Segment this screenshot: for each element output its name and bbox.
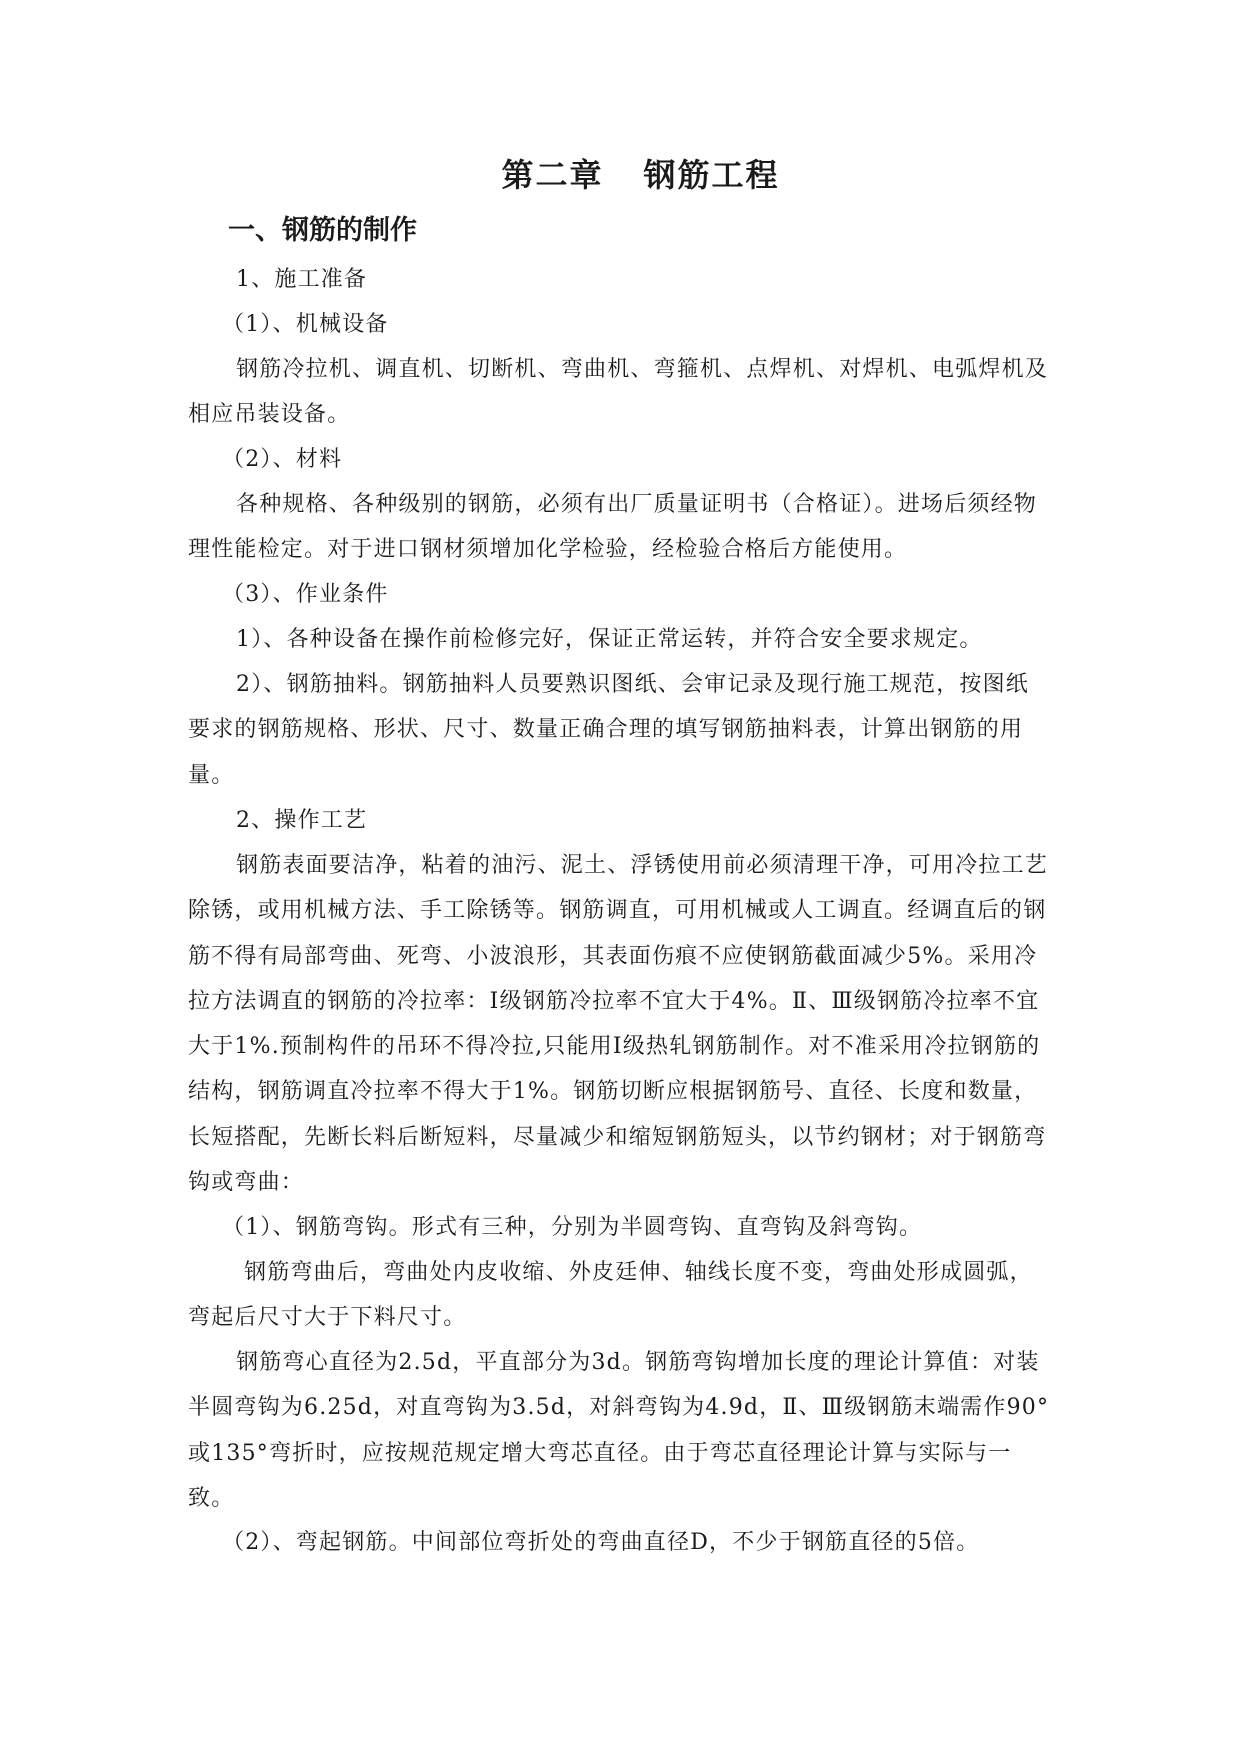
subsubsection-heading: （2）、弯起钢筋。中间部位弯折处的弯曲直径D，不少于钢筋直径的5倍。 xyxy=(222,1530,980,1555)
section-heading: 一、钢筋的制作 xyxy=(228,215,417,246)
chapter-name: 钢筋工程 xyxy=(643,156,780,194)
body-paragraph: 钢筋冷拉机、调直机、切断机、弯曲机、弯箍机、点焊机、对焊机、电弧焊机及相应吊装设备。 xyxy=(188,357,1049,428)
subsubsection-heading: （3）、作业条件 xyxy=(222,582,389,607)
subsection-heading: 1、施工准备 xyxy=(236,267,368,292)
body-paragraph: 各种规格、各种级别的钢筋，必须有出厂质量证明书（合格证）。进场后须经物理性能检定。对于进口钢材须增加化学检验，经检验合格后方能使用。 xyxy=(188,492,1038,563)
chapter-number: 第二章 xyxy=(501,156,604,194)
body-paragraph: 2）、钢筋抽料。钢筋抽料人员要熟识图纸、会审记录及现行施工规范，按图纸要求的钢筋规格、形状、尺寸、数量正确合理的填写钢筋抽料表，计算出钢筋的用量。 xyxy=(188,672,1029,788)
body-paragraph: 钢筋弯曲后，弯曲处内皮收缩、外皮廷伸、轴线长度不变，弯曲处形成圆弧，弯起后尺寸大于下料尺寸。 xyxy=(188,1260,1033,1331)
body-paragraph: 钢筋表面要洁净，粘着的油污、泥土、浮锈使用前必须清理干净，可用冷拉工艺除锈，或用机械方法、手工除锈等。钢筋调直，可用机械或人工调直。经调直后的钢筋不得有局部弯曲、死弯、小波浪形，其表面伤痕不应使钢筋截面减少5%。采用冷拉方法调直的钢筋的冷拉率：Ⅰ级钢筋冷拉率不宜大于4%。Ⅱ、Ⅲ级钢筋冷拉率不宜大于1%.预制构件的吊环不得冷拉,只能用Ⅰ级热轧钢筋制作。对不准采用冷拉钢筋的结构，钢筋调直冷拉率不得大于1%。钢筋切断应根据钢筋号、直径、长度和数量，长短搭配，先断长料后断短料，尽量减少和缩短钢筋短头，以节约钢材；对于钢筋弯钩或弯曲： xyxy=(188,853,1049,1196)
subsubsection-heading: （2）、材料 xyxy=(222,447,343,472)
body-paragraph: 钢筋弯心直径为2.5d，平直部分为3d。钢筋弯钩增加长度的理论计算值：对装半圆弯钩为6.25d，对直弯钩为3.5d，对斜弯钩为4.9d，Ⅱ、Ⅲ级钢筋末端需作90°或135°弯折时，应按规范规定增大弯芯直径。由于弯芯直径理论计算与实际与一致。 xyxy=(188,1350,1050,1511)
subsection-heading: 2、操作工艺 xyxy=(236,808,368,833)
body-paragraph: 1）、各种设备在操作前检修完好，保证正常运转，并符合安全要求规定。 xyxy=(236,627,983,652)
chapter-title xyxy=(0,150,1241,200)
subsubsection-heading: （1）、钢筋弯钩。形式有三种，分别为半圆弯钩、直弯钩及斜弯钩。 xyxy=(222,1215,923,1240)
subsubsection-heading: （1）、机械设备 xyxy=(222,312,389,337)
